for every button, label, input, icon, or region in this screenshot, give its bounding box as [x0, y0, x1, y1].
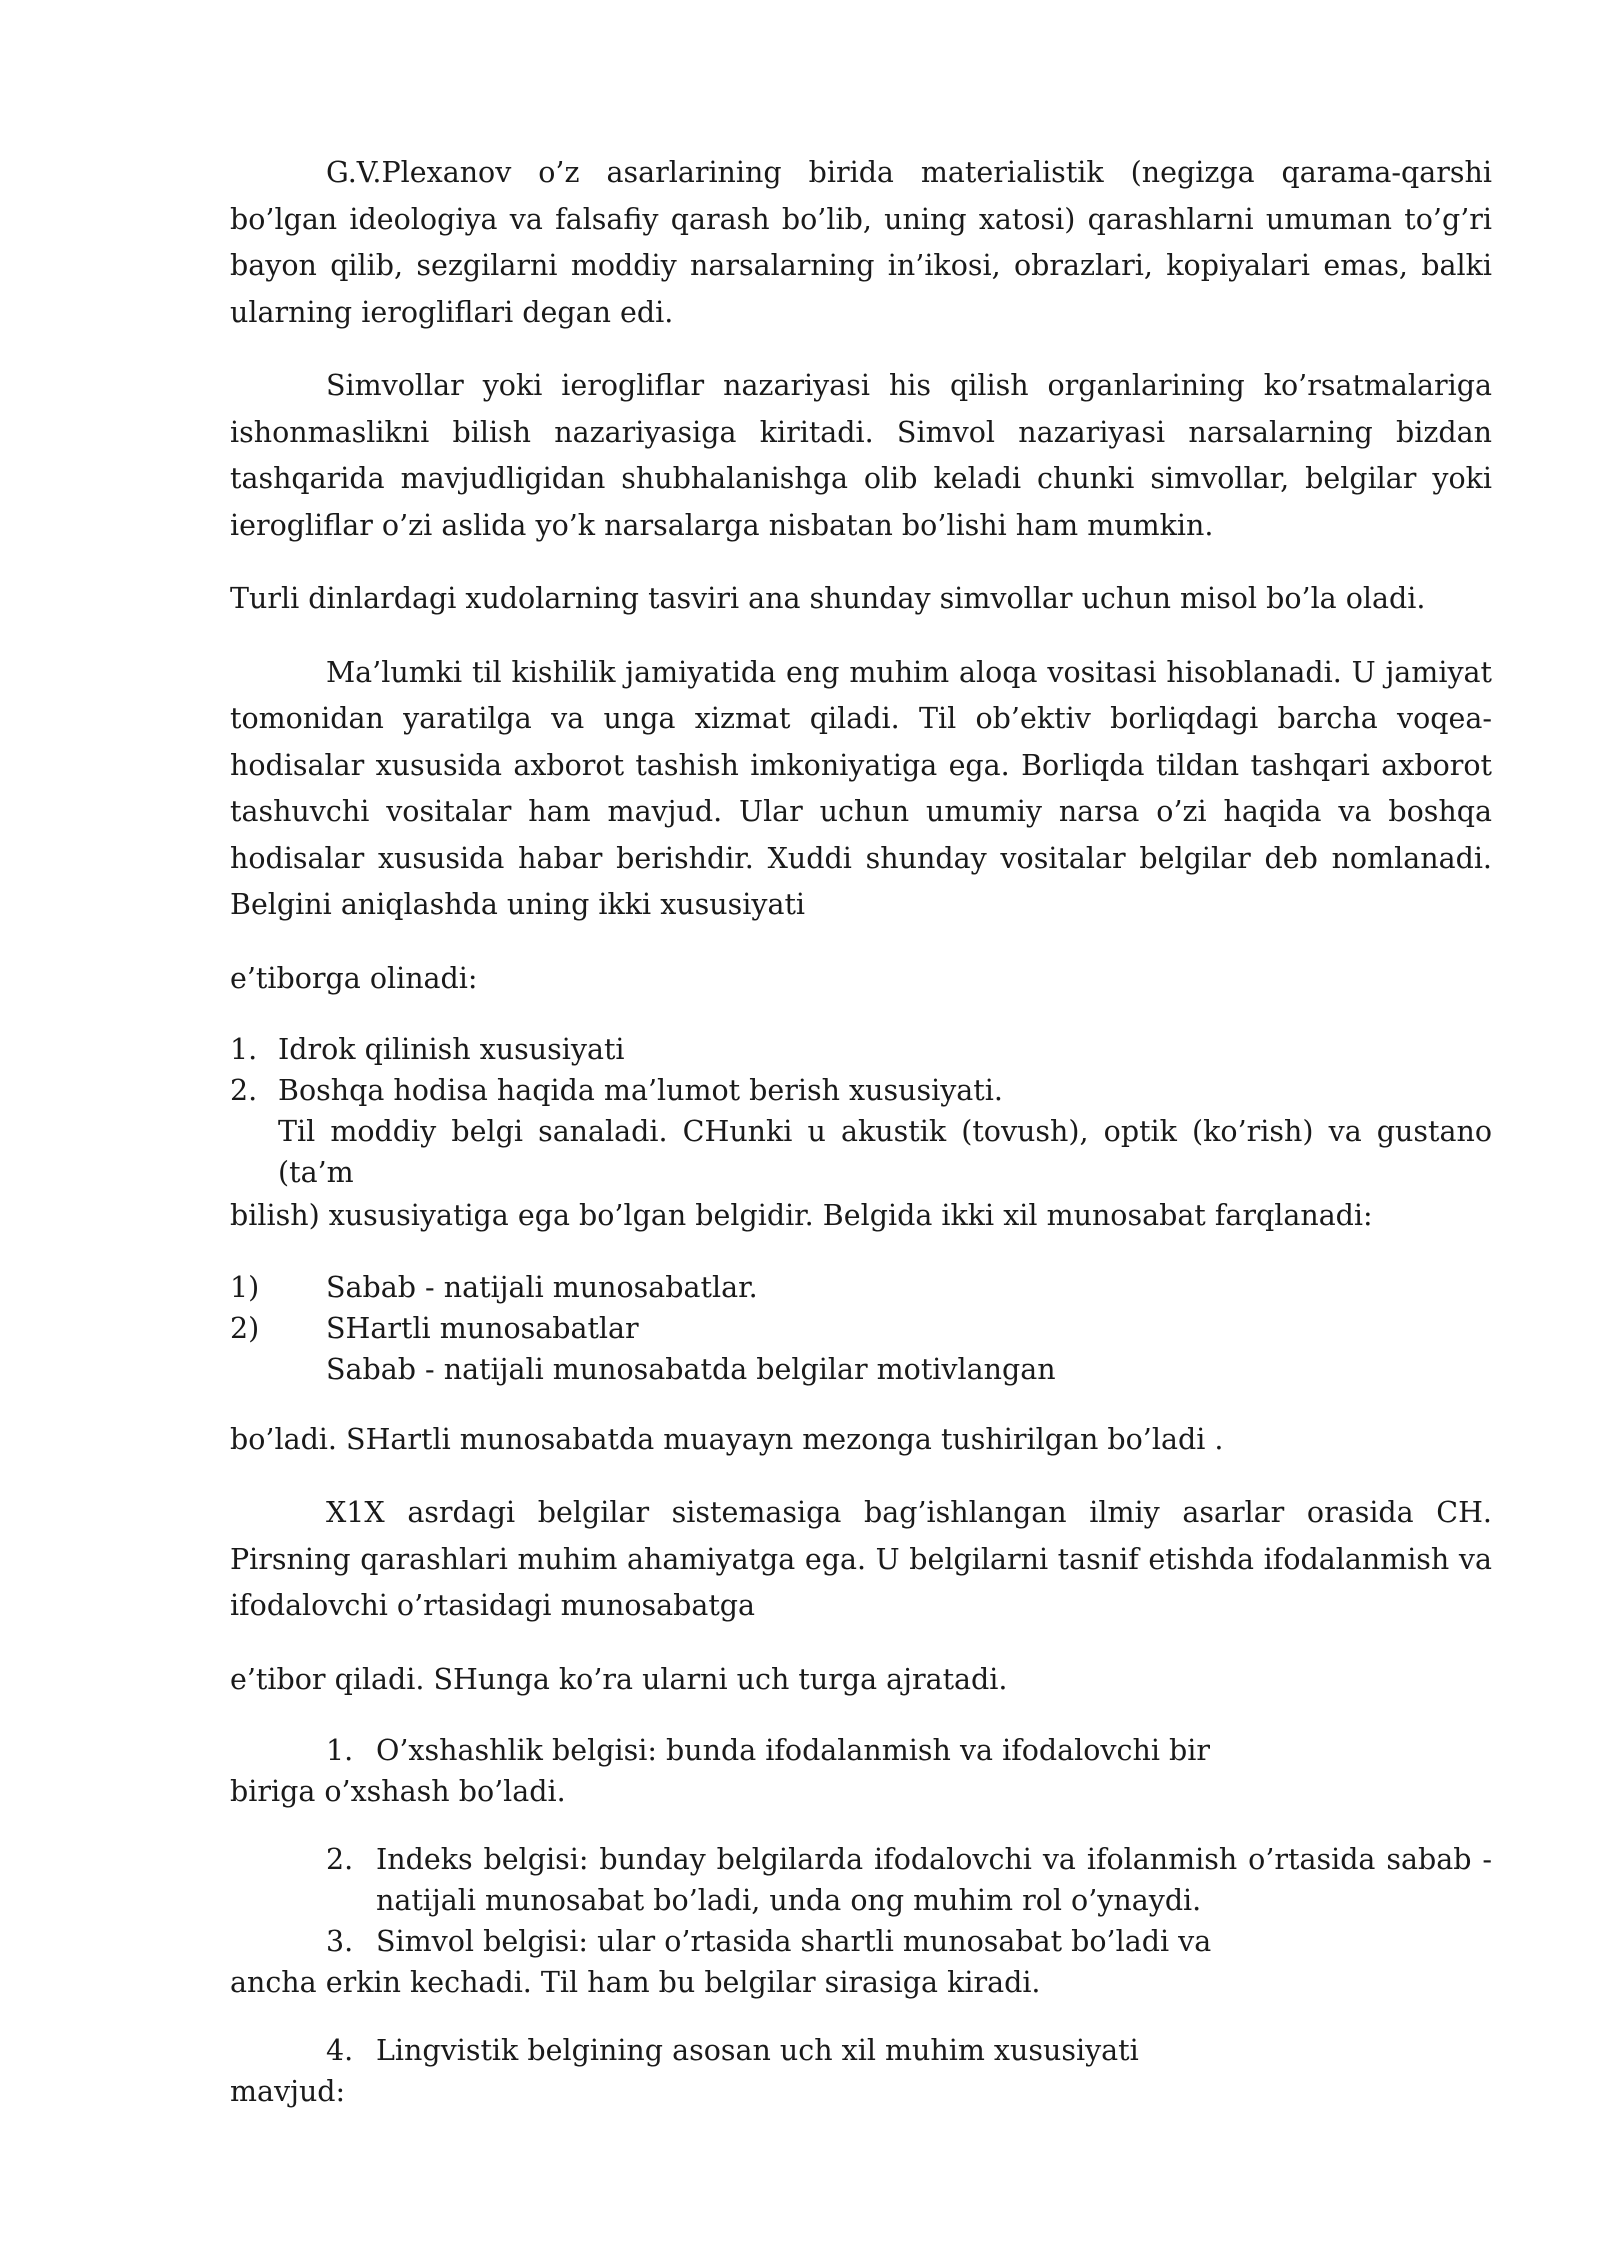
- list-item-text: Lingvistik belgining asosan uch xil muhim xususiyati: [376, 2034, 1139, 2067]
- list-item: [230, 1267, 1492, 1308]
- paragraph-moddiy-belgi: [230, 1111, 1492, 1240]
- list-item-text: Sabab - natijali munosabatlar.: [326, 1270, 758, 1304]
- list-item-number: 1.: [326, 1734, 354, 1767]
- list-item-number: 2.: [230, 1074, 258, 1107]
- list-item-text: SHartli munosabatlar: [326, 1311, 639, 1345]
- list-item-number: 4.: [326, 2034, 354, 2067]
- list-item-text: O’xshashlik belgisi: bunda ifodalanmish va ifodalovchi bir: [376, 1734, 1211, 1767]
- list-item: [230, 1029, 1492, 1070]
- paragraph-etibor-qiladi: e’tibor qiladi. SHunga ko’ra ularni uch turga ajratadi.: [230, 1662, 1008, 1696]
- list-item-lingvistik: [230, 2030, 1492, 2112]
- list-item-oxshashlik: [230, 1730, 1492, 1812]
- list-belgi-xususiyatlari: [230, 1029, 1492, 1111]
- paragraph-simvol-nazariyasi: Simvollar yoki ierogliflar nazariyasi his qilish organlarining ko’rsatmalariga ishonmaslikni bilish nazariyasiga kiritadi. Simvol nazariyasi narsalarning bizdan tashqarida mavjudligidan shubhalanishga olib keladi chunki simvollar, belgilar yoki ierogliflar o’zi aslida yo’k narsalarga nisbatan bo’lishi ham mumkin.: [230, 369, 1492, 542]
- list-item-text: Idrok qilinish xususiyati: [278, 1033, 625, 1066]
- document-page: [230, 150, 1492, 2112]
- paragraph-sabab-rest: bo’ladi. SHartli munosabatda muayayn mezonga tushirilgan bo’ladi .: [230, 1422, 1224, 1456]
- paragraph-etiborga: e’tiborga olinadi:: [230, 961, 478, 995]
- list-item: [230, 1070, 1492, 1111]
- paragraph-til-aloqa: Ma’lumki til kishilik jamiyatida eng muhim aloqa vositasi hisoblanadi. U jamiyat tomonidan yaratilga va unga xizmat qiladi. Til ob’ektiv borliqdagi barcha voqea-hodisalar xususida axborot tashish imkoniyatiga ega. Borliqda tildan tashqari axborot tashuvchi vositalar ham mavjud. Ular uchun umumiy narsa o’zi haqida va boshqa hodisalar xususida habar berishdir. Xuddi shunday vositalar belgilar deb nomlanadi. Belgini aniqlashda uning ikki xususiyati: [230, 655, 1492, 921]
- list-munosabatlar: [230, 1267, 1492, 1349]
- list-item-text: Simvol belgisi: ular o’rtasida shartli munosabat bo’ladi va: [376, 1925, 1212, 1958]
- paragraph-plexanov: G.V.Plexanov o’z asarlarining birida materialistik (negizga qarama-qarshi bo’lgan ideologiya va falsafiy qarash bo’lib, uning xatosi) qarashlarni umuman to’g’ri bayon qilib, sezgilarni moddiy narsalarning in’ikosi, obrazlari, kopiyalari emas, balki ularning ierogliflari degan edi.: [230, 156, 1492, 329]
- list-item-number: 2): [230, 1311, 260, 1345]
- paragraph-moddiy-belgi-first: Til moddiy belgi sanaladi. CHunki u akustik (tovush), optik (ko’rish) va gustano (ta’m: [278, 1115, 1492, 1189]
- list-item-number: 2.: [326, 1843, 354, 1876]
- list-item-text: Indeks belgisi: bunday belgilarda ifodalovchi va ifolanmish o’rtasida sabab - natijali munosabat bo’ladi, unda ong muhim rol o’ynaydi.: [376, 1843, 1492, 1917]
- list-item-continuation: mavjud:: [230, 2075, 346, 2108]
- paragraph-pirs: X1X asrdagi belgilar sistemasiga bag’ishlangan ilmiy asarlar orasida CH. Pirsning qarashlari muhim ahamiyatga ega. U belgilarni tasnif etishda ifodalanmish va ifodalovchi o’rtasidagi munosabatga: [230, 1496, 1492, 1622]
- list-item-text: Boshqa hodisa haqida ma’lumot berish xususiyati.: [278, 1074, 1003, 1107]
- list-item-number: 3.: [326, 1925, 354, 1958]
- paragraph-moddiy-belgi-rest: bilish) xususiyatiga ega bo’lgan belgidir. Belgida ikki xil munosabat farqlanadi:: [230, 1199, 1373, 1232]
- list-item-number: 1.: [230, 1033, 258, 1066]
- list-item: [230, 1308, 1492, 1349]
- list-item-indeks: [230, 1839, 1492, 1921]
- list-item-continuation: ancha erkin kechadi. Til ham bu belgilar sirasiga kiradi.: [230, 1966, 1041, 1999]
- paragraph-sabab-first: Sabab - natijali munosabatda belgilar motivlangan: [326, 1352, 1056, 1386]
- list-item-number: 1): [230, 1270, 260, 1304]
- list-item-continuation: biriga o’xshash bo’ladi.: [230, 1775, 566, 1808]
- paragraph-dinlar: Turli dinlardagi xudolarning tasviri ana shunday simvollar uchun misol bo’la oladi.: [230, 582, 1426, 615]
- list-item-simvol: [230, 1921, 1492, 2003]
